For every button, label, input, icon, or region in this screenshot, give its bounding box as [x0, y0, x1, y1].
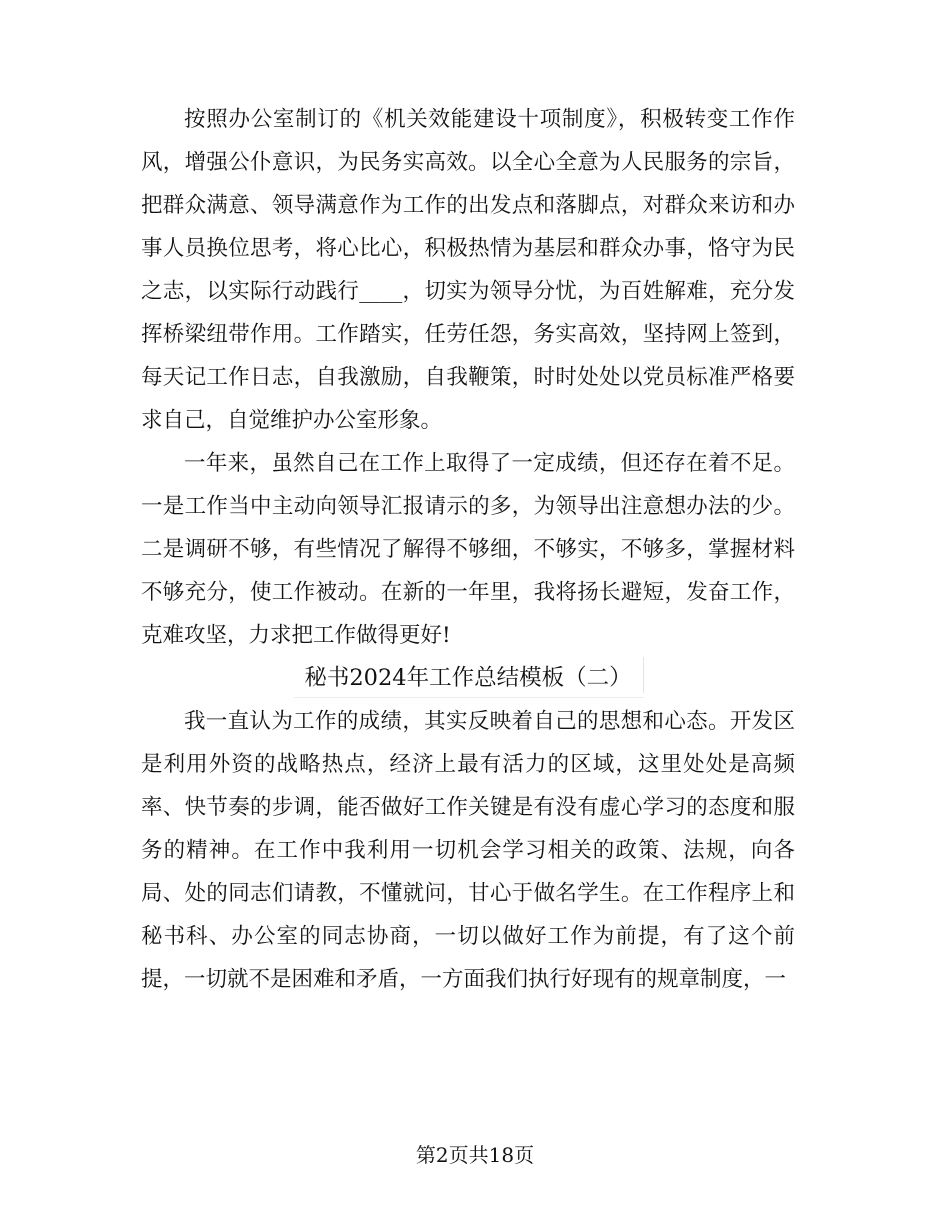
paragraph-efficiency: 按照办公室制订的《机关效能建设十项制度》，积极转变工作作风，增强公仆意识，为民务实高效。以全心全意为人民服务的宗旨，把群众满意、领导满意作为工作的出发点和落脚点，对群众来访和办事人员换位思考，将心比心，积极热情为基层和群众办事，恪守为民之志，以实际行动践行____，切实为领导分忧，为百姓解难，充分发挥桥梁纽带作用。工作踏实，任劳任怨，务实高效，坚持网上签到，每天记工作日志，自我激励，自我鞭策，时时处处以党员标准严格要求自己，自觉维护办公室形象。 [141, 107, 795, 433]
document-body [141, 98, 795, 1001]
section-title [141, 657, 795, 700]
paragraph-work-attitude: 我一直认为工作的成绩，其实反映着自己的思想和心态。开发区是利用外资的战略热点，经济上最有活力的区域，这里处处是高频率、快节奏的步调，能否做好工作关键是有没有虚心学习的态度和服务的精神。在工作中我利用一切机会学习相关的政策、法规，向各局、处的同志们请教，不懂就问，甘心于做名学生。在工作程序上和秘书科、办公室的同志协商，一切以做好工作为前提，有了这个前提，一切就不是困难和矛盾，一方面我们执行好现有的规章制度，一 [141, 709, 795, 992]
title-frame-edge [642, 657, 644, 693]
paragraph-shortcomings: 一年来，虽然自己在工作上取得了一定成绩，但还存在着不足。一是工作当中主动向领导汇报请示的多，为领导出注意想办法的少。二是调研不够，有些情况了解得不够细，不够实，不够多，掌握材料不够充分，使工作被动。在新的一年里，我将扬长避短，发奋工作，克难攻坚，力求把工作做得更好! [141, 451, 795, 648]
section-title-label: 秘书2024年工作总结模板（二） [304, 665, 632, 691]
title-underline [294, 697, 643, 698]
page-footer: 第2页共18页 [415, 1143, 535, 1167]
section-title-text [298, 657, 637, 700]
